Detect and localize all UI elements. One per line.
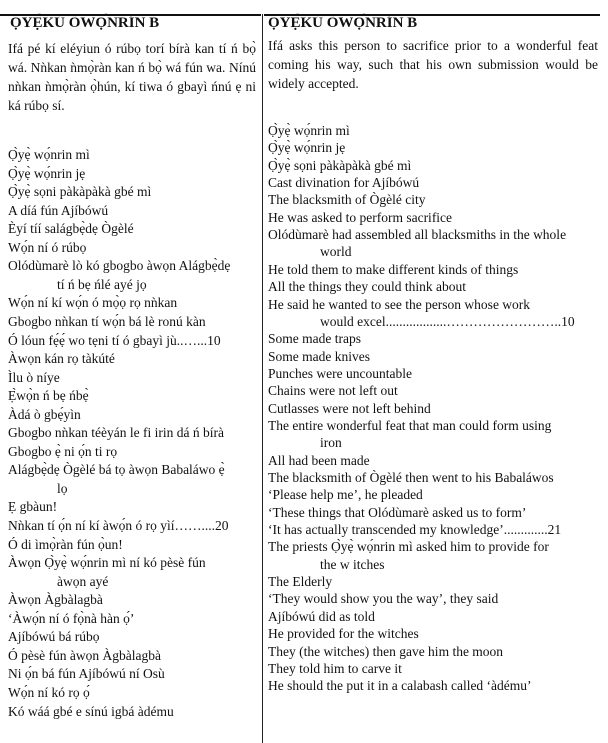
verse-line: Some made traps — [268, 331, 361, 347]
verse-line: He should the put it in a calabash called ‘àdému’ — [268, 678, 532, 694]
verse-line: Ó pèsè fún àwọn Àgbàlagbà — [8, 647, 161, 663]
verse-line: Ni ọ́n bá fún Ajíbówú ní Osù — [8, 666, 165, 682]
verse-line: A díá fún Ajíbówú — [8, 202, 109, 218]
verse-line: ‘They would show you the way’, they said — [268, 591, 499, 607]
verse-line: Kó wáá gbé e sínú igbá àdému — [8, 703, 174, 719]
verse-line: Àwọn kán rọ tàkúté — [8, 351, 115, 367]
verse-line: Àwọn Ọ̀yẹ̀ wọ́nrin mì ní kó pèsè fún — [8, 555, 206, 571]
verse-line: Ẹ̀wọ̀n ń bẹ ńbẹ̀ — [8, 388, 89, 404]
verse-line: All had been made — [268, 452, 370, 468]
verse-line: àwọn ayé — [57, 573, 109, 589]
verse-line: The blacksmith of Ògèlé city — [268, 192, 426, 208]
verse-line: They (the witches) then gave him the moon — [268, 643, 504, 659]
verse-line: Ọ̀yẹ̀ wọ́nrin jẹ — [8, 165, 86, 181]
verse-line: He was asked to perform sacrifice — [268, 209, 453, 225]
verse-line: He provided for the witches — [268, 626, 419, 642]
yoruba-title: ỌYẸ̀KÚ ÒWỌ́NRÍN B — [10, 15, 160, 31]
verse-line: Àwọn Àgbàlagbà — [8, 592, 103, 608]
verse-line: ‘It has actually transcended my knowledge’.............21 — [268, 522, 562, 538]
verse-line: Ẹ gbàun! — [8, 499, 58, 515]
verse-line: Èyí tíí salágbẹ̀dẹ Ògèlé — [8, 221, 134, 237]
verse-line: Ó di ìmọ̀ràn fún ọ̀un! — [8, 536, 123, 552]
verse-line: Ọ̀yẹ̀ wọ́nrin mì — [268, 123, 350, 138]
verse-line: Ajíbówú bá rúbọ — [8, 629, 100, 645]
verse-line: He told them to make different kinds of things — [268, 261, 519, 277]
verse-line: Chains were not left out — [268, 383, 398, 399]
verse-line: Olódùmarè had assembled all blacksmiths in the whole — [268, 227, 567, 243]
verse-line: Ó lóun fẹ́ẹ́ wo tẹni tí ó gbayì jù..…...10 — [8, 332, 221, 348]
verse-line: Wọ́n ní kó rọ ọ́ — [8, 684, 90, 700]
verse-line: ‘Please help me’, he pleaded — [268, 487, 423, 503]
verse-line: Ọ̀yẹ̀ wọ́nrin jẹ — [268, 140, 346, 156]
verse-line: Olódùmarè lò kó gbogbo àwọn Alágbẹ̀dẹ — [8, 258, 231, 274]
english-title: ỌYẸ̀KÚ ÒWỌ́NRÍN B — [268, 15, 418, 31]
english-intro: Ifá asks this person to sacrifice prior to a wonderful feat coming his way, such that his own submission would be widely accepted. — [268, 38, 598, 91]
verse-line: Cutlasses were not left behind — [268, 400, 431, 416]
verse-line: world — [320, 244, 352, 260]
verse-line: Àdá ò gbẹ́yìn — [8, 406, 81, 422]
verse-line: Punches were uncountable — [268, 365, 412, 381]
verse-line: Ajíbówú did as told — [268, 608, 375, 624]
verse-line: The blacksmith of Ògèlé then went to his Babaláwos — [268, 470, 554, 485]
verse-line: All the things they could think about — [268, 279, 466, 295]
verse-line: The entire wonderful feat that man could form using — [268, 417, 552, 433]
column-divider — [262, 14, 263, 743]
verse-line: Gbogbo nǹkan tí wọ́n bá lè ronú kàn — [8, 313, 206, 329]
verse-line: The Elderly — [268, 574, 333, 590]
verse-line: ‘These things that Olódùmarè asked us to form’ — [268, 504, 527, 520]
verse-line: Cast divination for Ajíbówú — [268, 175, 420, 191]
verse-line: He said he wanted to see the person whose work — [268, 296, 531, 312]
verse-line: Ọ̀yẹ̀ wọ́nrin mì — [8, 147, 90, 162]
verse-line: Ìlu ò níye — [8, 369, 60, 385]
verse-line: Ọ̀yẹ̀ sọni pàkàpàkà gbé mì — [268, 157, 412, 173]
verse-line: the w itches — [320, 556, 385, 572]
verse-line: lọ — [57, 480, 68, 496]
verse-line: Some made knives — [268, 348, 370, 364]
verse-line: They told him to carve it — [268, 660, 402, 676]
verse-line: Ọ̀yẹ̀ sọni pàkàpàkà gbé mì — [8, 184, 152, 200]
verse-line: tí ń bẹ ńlé ayé jọ — [57, 276, 147, 292]
verse-line: Gbogbo nǹkan téèyán le fi irin dá ń bírà — [8, 425, 224, 441]
verse-line: Wọ́n ní kí wọ́n ó mọ̀ọ rọ nǹkan — [8, 295, 178, 311]
verse-line: Alágbẹ̀dẹ Ògèlé bá tọ àwọn Babaláwo ẹ̀ — [8, 462, 225, 478]
verse-line: Nǹkan tí ọ́n ní kí àwọ́n ó rọ yìí……....20 — [8, 518, 229, 533]
yoruba-intro: Ifá pé kí eléyiun ó rúbọ torí bírà kan tí ń bọ̀ wá. Nǹkan ǹmọ̀ràn kan ń bọ̀ wá fún wa. Nínú nǹkan ǹmọ̀ràn ọ̀hún, kí tiwa ó gbayì ńnú ẹ ni ká rúbọ sí. — [8, 41, 256, 113]
verse-line: The priests Ọ̀yẹ̀ wọ́nrin mì asked him to provide for — [268, 539, 549, 555]
verse-line: would excel..................……………………..10 — [320, 313, 575, 329]
verse-line: Wọ́n ní ó rúbọ — [8, 239, 87, 255]
verse-line: Gbogbo ẹ̀ ni ọ́n ti rọ — [8, 443, 118, 459]
verse-line: ‘Àwọ́n ní ó fọ̀nà hàn ọ́’ — [8, 610, 135, 626]
verse-line: iron — [320, 435, 342, 451]
